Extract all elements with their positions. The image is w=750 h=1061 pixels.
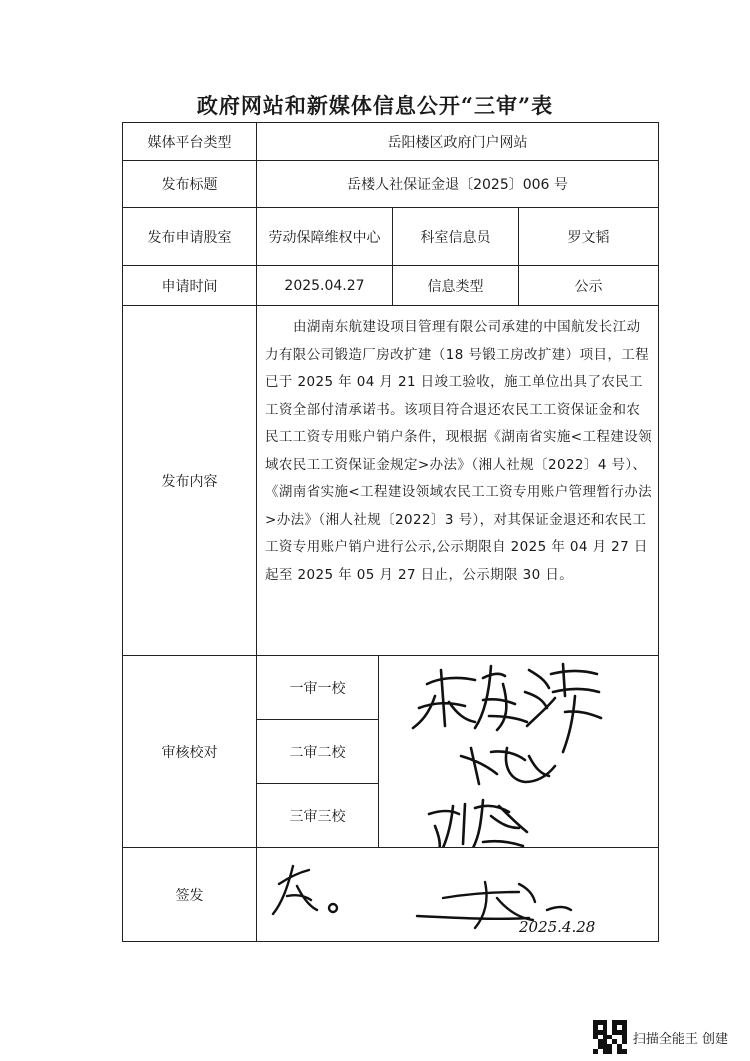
- review-signatures: [379, 656, 659, 848]
- dept-value: 劳动保障维权中心: [257, 208, 393, 266]
- review-stage-2: 二审二校: [257, 720, 379, 784]
- signature-stroke-1a: [413, 670, 475, 728]
- scanner-watermark: [593, 1020, 728, 1054]
- time-label: 申请时间: [123, 266, 257, 306]
- signature-stroke-1c: [525, 664, 601, 752]
- scanner-text: 扫描全能王 创建: [632, 1031, 728, 1047]
- content-text: 由湖南东航建设项目管理有限公司承建的中国航发长江动力有限公司锻造厂房改扩建（18 号锻工房改扩建）项目，工程已于 2025 年 04 月 21 日竣工验收，施工单位出具了农民工工资全部付清承诺书。该项目符合退还农民工工资保证金和农民工工资专用账户销户条件，现根据《湖南省实施<工程建设领域农民工工资保证金规定>办法》（湘人社规〔2022〕4 号）、《湖南省实施<工程建设领域农民工工资专用账户管理暂行办法>办法》（湘人社规〔2022〕3 号），对其保证金退还和农民工工资专用账户销户进行公示,公示期限自 2025 年 04 月 27 日起至 2025 年 05 月 27 日止，公示期限 30 日。: [257, 306, 659, 656]
- content-label: 发布内容: [123, 306, 257, 656]
- dept-label: 发布申请股室: [123, 208, 257, 266]
- platform-value: 岳阳楼区政府门户网站: [257, 123, 659, 161]
- review-signature-area: [379, 656, 659, 848]
- info-type-value: 公示: [519, 266, 659, 306]
- signature-stroke-2: [461, 748, 555, 784]
- officer-value: 罗文韬: [519, 208, 659, 266]
- content-row: [123, 306, 659, 656]
- signature-stroke-1b: [475, 666, 527, 730]
- issuer-signature: [257, 848, 657, 941]
- officer-label: 科室信息员: [393, 208, 519, 266]
- dept-row: [123, 208, 659, 266]
- signature-stroke-3: [429, 800, 527, 848]
- platform-label: 媒体平台类型: [123, 123, 257, 161]
- pub-title-label: 发布标题: [123, 161, 257, 208]
- time-value: 2025.04.27: [257, 266, 393, 306]
- sign-signature-area: [257, 848, 659, 942]
- review-form-table: [122, 122, 659, 942]
- fa-character-stroke: [273, 866, 317, 914]
- review-label: 审核校对: [123, 656, 257, 848]
- platform-row: [123, 123, 659, 161]
- sign-date: 2025.4.28: [519, 918, 596, 936]
- review-stage-1: 一审一校: [257, 656, 379, 720]
- time-row: [123, 266, 659, 306]
- sign-label: 签发: [123, 848, 257, 942]
- review-stage-3: 三审三校: [257, 784, 379, 848]
- qr-module: [622, 1049, 627, 1054]
- qr-code-icon: [593, 1020, 627, 1054]
- review-row-1: [123, 656, 659, 720]
- form-title: 政府网站和新媒体信息公开“三审”表: [196, 93, 554, 118]
- signature-underline: [417, 916, 529, 919]
- period-mark: [329, 904, 337, 912]
- sign-row: [123, 848, 659, 942]
- pub-title-value: 岳楼人社保证金退〔2025〕006 号: [257, 161, 659, 208]
- pub-title-row: [123, 161, 659, 208]
- info-type-label: 信息类型: [393, 266, 519, 306]
